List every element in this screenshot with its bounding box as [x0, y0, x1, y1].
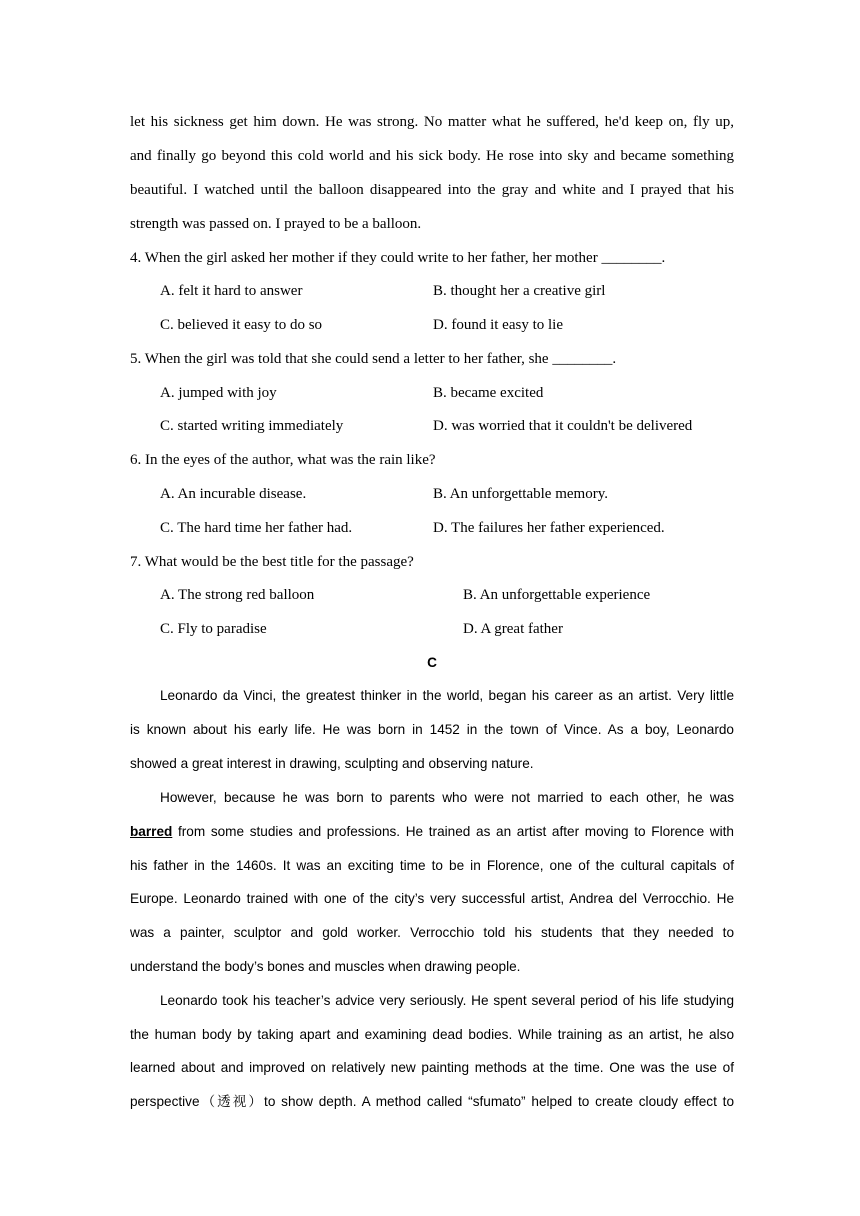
option-a: A. felt it hard to answer	[160, 283, 303, 299]
option-b: B. An unforgettable experience	[463, 587, 651, 603]
passage-line: let his sickness get him down. He was strong. No matter what he suffered, he'd keep on, fly up,	[130, 114, 734, 130]
option-c: C. Fly to paradise	[160, 621, 267, 637]
option-d: D. The failures her father experienced.	[433, 520, 665, 536]
option-c: C. believed it easy to do so	[160, 317, 323, 333]
option-b: B. An unforgettable memory.	[433, 486, 608, 502]
keyword-barred: barred	[130, 824, 173, 839]
option-d: D. A great father	[463, 621, 563, 637]
passage-line: perspective（透视）to show depth. A method called “sfumato” helped to create cloudy effect to	[130, 1094, 734, 1109]
passage-line: and finally go beyond this cold world and his sick body. He rose into sky and became something	[130, 148, 734, 164]
option-c: C. The hard time her father had.	[160, 520, 353, 536]
passage-line: Leonardo da Vinci, the greatest thinker in the world, began his career as an artist. Very little	[160, 688, 734, 703]
question-stem: 7. What would be the best title for the passage?	[130, 554, 414, 570]
passage-text: from some studies and professions. He trained as an artist after moving to Florence with	[172, 824, 734, 839]
option-b: B. thought her a creative girl	[433, 283, 606, 299]
passage-line: Europe. Leonardo trained with one of the city’s very successful artist, Andrea del Verrocchio. He	[130, 891, 734, 906]
section-heading: C	[427, 655, 437, 670]
passage-line: his father in the 1460s. It was an exciting time to be in Florence, one of the cultural capitals of	[130, 858, 734, 873]
passage-line: learned about and improved on relatively new painting methods at the time. One was the use of	[130, 1060, 734, 1075]
passage-line: is known about his early life. He was born in 1452 in the town of Vince. As a boy, Leonardo	[130, 722, 734, 737]
question-stem: 5. When the girl was told that she could send a letter to her father, she ________.	[130, 351, 617, 367]
passage-line: strength was passed on. I prayed to be a balloon.	[130, 216, 422, 232]
passage-line: was a painter, sculptor and gold worker. Verrocchio told his students that they needed to	[130, 925, 734, 940]
passage-line: However, because he was born to parents who were not married to each other, he was	[160, 790, 734, 805]
option-d: D. was worried that it couldn't be delivered	[433, 418, 693, 434]
option-a: A. The strong red balloon	[160, 587, 315, 603]
option-c: C. started writing immediately	[160, 418, 344, 434]
question-stem: 6. In the eyes of the author, what was the rain like?	[130, 452, 436, 468]
passage-line: showed a great interest in drawing, sculpting and observing nature.	[130, 756, 534, 771]
option-a: A. jumped with joy	[160, 385, 277, 401]
passage-line: understand the body’s bones and muscles when drawing people.	[130, 959, 521, 974]
option-b: B. became excited	[433, 385, 544, 401]
option-a: A. An incurable disease.	[160, 486, 307, 502]
passage-line: Leonardo took his teacher’s advice very seriously. He spent several period of his life studying	[160, 993, 734, 1008]
passage-line-with-keyword	[130, 822, 734, 842]
question-stem: 4. When the girl asked her mother if they could write to her father, her mother ________.	[130, 250, 666, 266]
passage-line: the human body by taking apart and examining dead bodies. While training as an artist, he also	[130, 1027, 734, 1042]
passage-line: beautiful. I watched until the balloon disappeared into the gray and white and I prayed that his	[130, 182, 734, 198]
option-d: D. found it easy to lie	[433, 317, 563, 333]
